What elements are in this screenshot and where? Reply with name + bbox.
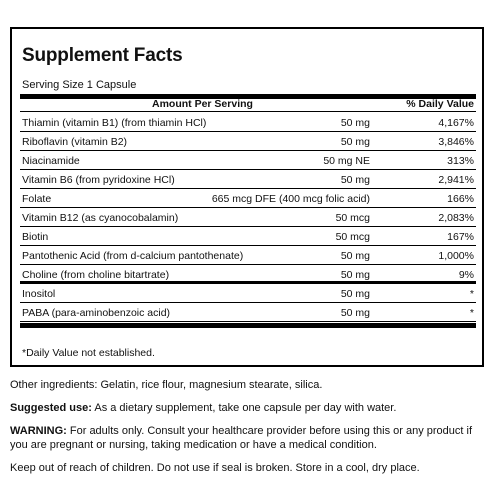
warning-label: WARNING: — [10, 425, 67, 437]
nutrient-daily-value: 3,846% — [438, 136, 474, 148]
table-row — [20, 304, 476, 322]
table-row — [20, 152, 476, 170]
table-row — [20, 133, 476, 151]
nutrient-amount: 50 mg — [340, 117, 370, 129]
table-row — [20, 247, 476, 265]
header-bottom-rule — [20, 111, 476, 112]
nutrient-name: PABA (para-aminobenzoic acid) — [22, 307, 171, 319]
table-header — [20, 98, 476, 112]
warning-text: For adults only. Consult your healthcare provider before using this or any product if you are pregnant or nursing, taking medication or have a medical condition. — [10, 425, 473, 451]
suggested-use-text: As a dietary supplement, take one capsule per day with water. — [91, 402, 397, 414]
nutrient-amount: 50 mg — [340, 288, 370, 300]
nutrient-name: Vitamin B6 (from pyridoxine HCl) — [22, 174, 175, 186]
nutrient-name: Thiamin (vitamin B1) (from thiamin HCl) — [22, 117, 207, 129]
serving-size: Serving Size 1 Capsule — [22, 79, 137, 91]
nutrient-amount: 50 mg — [340, 174, 370, 186]
nutrient-daily-value: 313% — [447, 155, 474, 167]
nutrient-name: Choline (from choline bitartrate) — [22, 269, 170, 281]
nutrient-amount: 665 mcg DFE (400 mcg folic acid) — [211, 193, 370, 205]
nutrient-name: Biotin — [22, 231, 49, 243]
nutrient-amount: 50 mg NE — [323, 155, 370, 167]
nutrient-daily-value: 166% — [447, 193, 474, 205]
nutrient-amount: 50 mg — [340, 307, 370, 319]
nutrient-daily-value: * — [469, 307, 474, 319]
suggested-use-label: Suggested use: — [10, 402, 92, 414]
panel-title: Supplement Facts — [22, 45, 183, 66]
nutrient-name: Vitamin B12 (as cyanocobalamin) — [22, 212, 179, 224]
nutrient-amount: 50 mcg — [335, 231, 370, 243]
table-row — [20, 209, 476, 227]
nutrient-amount: 50 mg — [340, 136, 370, 148]
nutrient-name: Pantothenic Acid (from d-calcium pantothenate) — [22, 250, 244, 262]
nutrient-daily-value: 9% — [458, 269, 474, 281]
nutrient-amount: 50 mg — [340, 250, 370, 262]
nutrient-amount: 50 mg — [340, 269, 370, 281]
table-row — [20, 285, 476, 303]
nutrient-name: Folate — [22, 193, 52, 205]
table-row — [20, 114, 476, 132]
other-ingredients: Other ingredients: Gelatin, rice flour, magnesium stearate, silica. — [10, 379, 323, 391]
table-row — [20, 266, 476, 284]
nutrient-daily-value: * — [469, 288, 474, 300]
nutrient-daily-value: 1,000% — [438, 250, 474, 262]
supplement-facts-panel — [10, 27, 484, 367]
suggested-use — [10, 401, 490, 415]
table-row — [20, 228, 476, 246]
amount-header: Amount Per Serving — [152, 98, 253, 110]
nutrient-name: Riboflavin (vitamin B2) — [22, 136, 128, 148]
nutrient-daily-value: 167% — [447, 231, 474, 243]
table-bottom-rule — [20, 323, 476, 328]
daily-value-header: % Daily Value — [406, 98, 474, 110]
nutrient-daily-value: 2,941% — [438, 174, 474, 186]
table-row — [20, 171, 476, 189]
nutrient-name: Niacinamide — [22, 155, 80, 167]
nutrient-name: Inositol — [22, 288, 56, 300]
table-row — [20, 190, 476, 208]
warning — [10, 424, 490, 452]
nutrient-amount: 50 mcg — [335, 212, 370, 224]
footnote: *Daily Value not established. — [22, 347, 155, 359]
storage-note: Keep out of reach of children. Do not use if seal is broken. Store in a cool, dry place. — [10, 462, 420, 474]
nutrient-daily-value: 2,083% — [438, 212, 474, 224]
nutrient-daily-value: 4,167% — [438, 117, 474, 129]
